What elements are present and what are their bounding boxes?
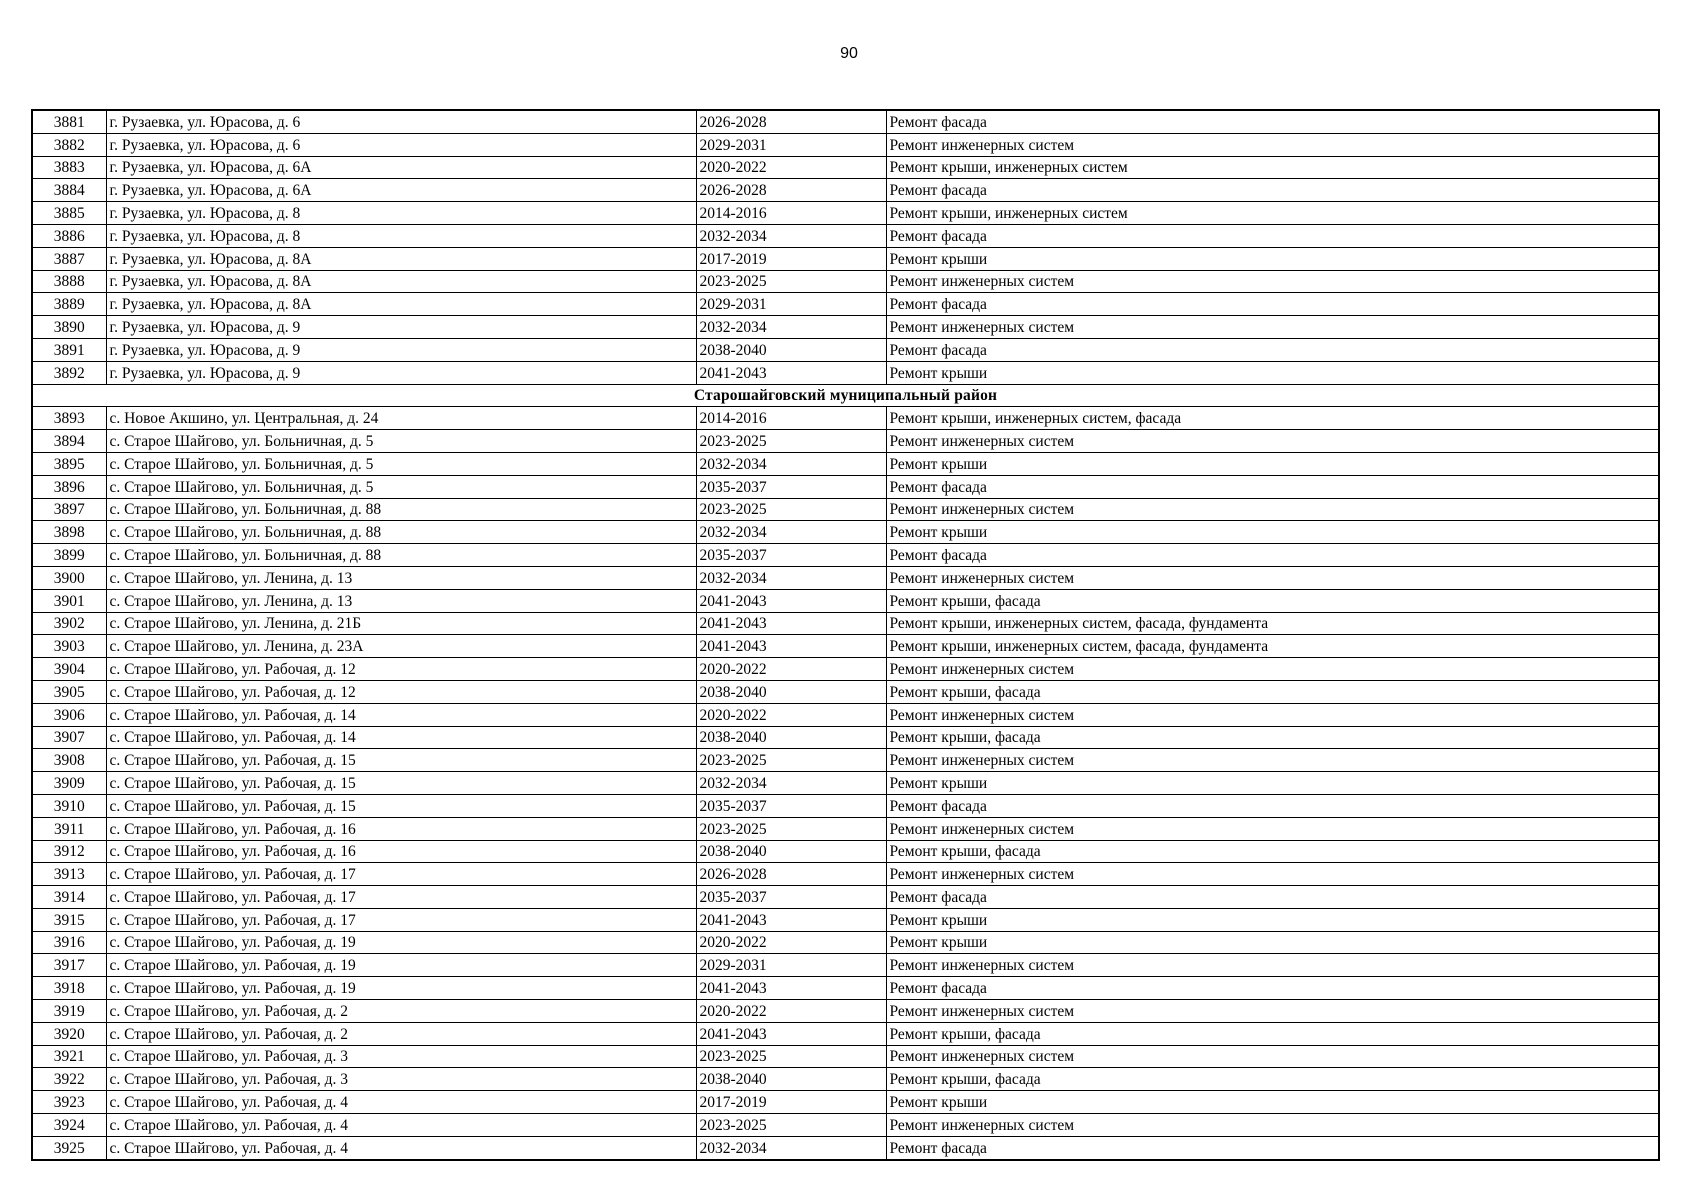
period-cell: 2023-2025 [696, 749, 886, 772]
address-cell: г. Рузаевка, ул. Юрасова, д. 6А [106, 156, 696, 179]
row-number: 3917 [32, 954, 106, 977]
table-row [32, 612, 1659, 635]
work-type-cell: Ремонт крыши, фасада [886, 840, 1659, 863]
period-cell: 2041-2043 [696, 361, 886, 384]
work-type-cell: Ремонт крыши, инженерных систем [886, 202, 1659, 225]
table-row [32, 110, 1659, 133]
row-number: 3891 [32, 338, 106, 361]
table-row [32, 430, 1659, 453]
row-number: 3896 [32, 475, 106, 498]
work-type-cell: Ремонт крыши, фасада [886, 1068, 1659, 1091]
row-number: 3915 [32, 908, 106, 931]
table-row [32, 1068, 1659, 1091]
address-cell: с. Старое Шайгово, ул. Рабочая, д. 2 [106, 1022, 696, 1045]
work-type-cell: Ремонт инженерных систем [886, 498, 1659, 521]
row-number: 3924 [32, 1114, 106, 1137]
address-cell: с. Старое Шайгово, ул. Рабочая, д. 3 [106, 1045, 696, 1068]
address-cell: с. Старое Шайгово, ул. Ленина, д. 13 [106, 589, 696, 612]
row-number: 3914 [32, 886, 106, 909]
table-row [32, 544, 1659, 567]
table-row [32, 908, 1659, 931]
work-type-cell: Ремонт инженерных систем [886, 430, 1659, 453]
period-cell: 2032-2034 [696, 316, 886, 339]
work-type-cell: Ремонт крыши, инженерных систем [886, 156, 1659, 179]
work-type-cell: Ремонт фасада [886, 293, 1659, 316]
period-cell: 2041-2043 [696, 1022, 886, 1045]
period-cell: 2035-2037 [696, 544, 886, 567]
period-cell: 2035-2037 [696, 886, 886, 909]
table-row [32, 521, 1659, 544]
address-cell: с. Старое Шайгово, ул. Рабочая, д. 19 [106, 931, 696, 954]
table-row [32, 703, 1659, 726]
address-cell: с. Старое Шайгово, ул. Больничная, д. 5 [106, 475, 696, 498]
work-type-cell: Ремонт крыши, инженерных систем, фасада [886, 407, 1659, 430]
period-cell: 2032-2034 [696, 566, 886, 589]
row-number: 3905 [32, 680, 106, 703]
period-cell: 2020-2022 [696, 156, 886, 179]
work-type-cell: Ремонт крыши [886, 908, 1659, 931]
table-row [32, 566, 1659, 589]
address-cell: с. Старое Шайгово, ул. Рабочая, д. 17 [106, 886, 696, 909]
table-row [32, 247, 1659, 270]
table-row [32, 202, 1659, 225]
table-body [32, 110, 1659, 1160]
address-cell: с. Старое Шайгово, ул. Рабочая, д. 12 [106, 680, 696, 703]
table-row [32, 680, 1659, 703]
work-type-cell: Ремонт инженерных систем [886, 1000, 1659, 1023]
work-type-cell: Ремонт инженерных систем [886, 133, 1659, 156]
row-number: 3916 [32, 931, 106, 954]
address-cell: с. Старое Шайгово, ул. Ленина, д. 13 [106, 566, 696, 589]
table-row [32, 1022, 1659, 1045]
period-cell: 2041-2043 [696, 589, 886, 612]
table-row [32, 293, 1659, 316]
table-row [32, 224, 1659, 247]
row-number: 3906 [32, 703, 106, 726]
period-cell: 2032-2034 [696, 224, 886, 247]
work-type-cell: Ремонт крыши, инженерных систем, фасада, фундамента [886, 635, 1659, 658]
table-row [32, 1091, 1659, 1114]
period-cell: 2041-2043 [696, 977, 886, 1000]
period-cell: 2041-2043 [696, 908, 886, 931]
period-cell: 2041-2043 [696, 635, 886, 658]
address-cell: г. Рузаевка, ул. Юрасова, д. 8 [106, 202, 696, 225]
address-cell: г. Рузаевка, ул. Юрасова, д. 9 [106, 338, 696, 361]
address-cell: с. Старое Шайгово, ул. Рабочая, д. 4 [106, 1091, 696, 1114]
section-title: Старошайговский муниципальный район [32, 384, 1659, 407]
address-cell: с. Старое Шайгово, ул. Рабочая, д. 14 [106, 726, 696, 749]
period-cell: 2026-2028 [696, 863, 886, 886]
work-type-cell: Ремонт крыши [886, 772, 1659, 795]
address-cell: с. Старое Шайгово, ул. Рабочая, д. 17 [106, 863, 696, 886]
table-row [32, 475, 1659, 498]
table-row [32, 817, 1659, 840]
work-type-cell: Ремонт инженерных систем [886, 316, 1659, 339]
address-cell: с. Старое Шайгово, ул. Ленина, д. 23А [106, 635, 696, 658]
period-cell: 2035-2037 [696, 475, 886, 498]
work-type-cell: Ремонт крыши, фасада [886, 680, 1659, 703]
table-row [32, 726, 1659, 749]
work-type-cell: Ремонт инженерных систем [886, 749, 1659, 772]
period-cell: 2032-2034 [696, 1136, 886, 1159]
row-number: 3886 [32, 224, 106, 247]
table-row [32, 316, 1659, 339]
row-number: 3888 [32, 270, 106, 293]
period-cell: 2032-2034 [696, 452, 886, 475]
period-cell: 2023-2025 [696, 270, 886, 293]
period-cell: 2014-2016 [696, 202, 886, 225]
work-type-cell: Ремонт инженерных систем [886, 703, 1659, 726]
address-cell: с. Новое Акшино, ул. Центральная, д. 24 [106, 407, 696, 430]
row-number: 3923 [32, 1091, 106, 1114]
table-row [32, 977, 1659, 1000]
row-number: 3885 [32, 202, 106, 225]
address-cell: с. Старое Шайгово, ул. Рабочая, д. 12 [106, 658, 696, 681]
table-row [32, 772, 1659, 795]
address-cell: с. Старое Шайгово, ул. Рабочая, д. 2 [106, 1000, 696, 1023]
period-cell: 2020-2022 [696, 931, 886, 954]
row-number: 3921 [32, 1045, 106, 1068]
work-type-cell: Ремонт фасада [886, 977, 1659, 1000]
address-cell: г. Рузаевка, ул. Юрасова, д. 6 [106, 133, 696, 156]
row-number: 3910 [32, 794, 106, 817]
table-row [32, 452, 1659, 475]
address-cell: г. Рузаевка, ул. Юрасова, д. 8А [106, 247, 696, 270]
period-cell: 2029-2031 [696, 133, 886, 156]
period-cell: 2038-2040 [696, 840, 886, 863]
period-cell: 2023-2025 [696, 817, 886, 840]
address-cell: с. Старое Шайгово, ул. Рабочая, д. 15 [106, 749, 696, 772]
table-row [32, 589, 1659, 612]
table-row [32, 749, 1659, 772]
row-number: 3887 [32, 247, 106, 270]
work-type-cell: Ремонт фасада [886, 886, 1659, 909]
row-number: 3897 [32, 498, 106, 521]
period-cell: 2023-2025 [696, 1114, 886, 1137]
table-row [32, 931, 1659, 954]
table-row [32, 270, 1659, 293]
period-cell: 2026-2028 [696, 179, 886, 202]
period-cell: 2038-2040 [696, 680, 886, 703]
table-row [32, 635, 1659, 658]
work-type-cell: Ремонт крыши, фасада [886, 589, 1659, 612]
address-cell: с. Старое Шайгово, ул. Ленина, д. 21Б [106, 612, 696, 635]
table-row [32, 498, 1659, 521]
work-type-cell: Ремонт инженерных систем [886, 1045, 1659, 1068]
address-cell: г. Рузаевка, ул. Юрасова, д. 8А [106, 270, 696, 293]
period-cell: 2017-2019 [696, 247, 886, 270]
address-cell: с. Старое Шайгово, ул. Больничная, д. 5 [106, 452, 696, 475]
row-number: 3895 [32, 452, 106, 475]
address-cell: с. Старое Шайгово, ул. Рабочая, д. 19 [106, 977, 696, 1000]
row-number: 3908 [32, 749, 106, 772]
row-number: 3893 [32, 407, 106, 430]
address-cell: с. Старое Шайгово, ул. Больничная, д. 88 [106, 544, 696, 567]
row-number: 3909 [32, 772, 106, 795]
period-cell: 2041-2043 [696, 612, 886, 635]
period-cell: 2032-2034 [696, 521, 886, 544]
work-type-cell: Ремонт фасада [886, 544, 1659, 567]
table-row [32, 407, 1659, 430]
period-cell: 2038-2040 [696, 1068, 886, 1091]
period-cell: 2038-2040 [696, 338, 886, 361]
row-number: 3920 [32, 1022, 106, 1045]
work-type-cell: Ремонт фасада [886, 475, 1659, 498]
row-number: 3925 [32, 1136, 106, 1159]
row-number: 3903 [32, 635, 106, 658]
address-cell: с. Старое Шайгово, ул. Больничная, д. 5 [106, 430, 696, 453]
table-row [32, 840, 1659, 863]
row-number: 3884 [32, 179, 106, 202]
period-cell: 2023-2025 [696, 430, 886, 453]
section-row [32, 384, 1659, 407]
work-type-cell: Ремонт фасада [886, 338, 1659, 361]
table-row [32, 1045, 1659, 1068]
work-type-cell: Ремонт инженерных систем [886, 270, 1659, 293]
table-row [32, 886, 1659, 909]
row-number: 3913 [32, 863, 106, 886]
work-type-cell: Ремонт фасада [886, 794, 1659, 817]
address-cell: с. Старое Шайгово, ул. Рабочая, д. 19 [106, 954, 696, 977]
work-type-cell: Ремонт фасада [886, 110, 1659, 133]
repair-schedule-table [31, 109, 1660, 1161]
address-cell: с. Старое Шайгово, ул. Рабочая, д. 3 [106, 1068, 696, 1091]
row-number: 3892 [32, 361, 106, 384]
work-type-cell: Ремонт инженерных систем [886, 1114, 1659, 1137]
work-type-cell: Ремонт крыши [886, 361, 1659, 384]
period-cell: 2032-2034 [696, 772, 886, 795]
row-number: 3889 [32, 293, 106, 316]
row-number: 3918 [32, 977, 106, 1000]
address-cell: с. Старое Шайгово, ул. Рабочая, д. 14 [106, 703, 696, 726]
period-cell: 2026-2028 [696, 110, 886, 133]
period-cell: 2014-2016 [696, 407, 886, 430]
table-row [32, 1136, 1659, 1159]
period-cell: 2023-2025 [696, 498, 886, 521]
table-row [32, 658, 1659, 681]
period-cell: 2035-2037 [696, 794, 886, 817]
work-type-cell: Ремонт крыши, фасада [886, 1022, 1659, 1045]
row-number: 3907 [32, 726, 106, 749]
address-cell: с. Старое Шайгово, ул. Рабочая, д. 15 [106, 772, 696, 795]
work-type-cell: Ремонт крыши [886, 1091, 1659, 1114]
period-cell: 2023-2025 [696, 1045, 886, 1068]
period-cell: 2038-2040 [696, 726, 886, 749]
work-type-cell: Ремонт фасада [886, 1136, 1659, 1159]
table-row [32, 794, 1659, 817]
work-type-cell: Ремонт крыши [886, 521, 1659, 544]
row-number: 3882 [32, 133, 106, 156]
table-row [32, 954, 1659, 977]
address-cell: г. Рузаевка, ул. Юрасова, д. 8А [106, 293, 696, 316]
work-type-cell: Ремонт инженерных систем [886, 954, 1659, 977]
table-row [32, 133, 1659, 156]
work-type-cell: Ремонт инженерных систем [886, 658, 1659, 681]
period-cell: 2017-2019 [696, 1091, 886, 1114]
row-number: 3902 [32, 612, 106, 635]
page-number: 90 [840, 45, 858, 62]
period-cell: 2020-2022 [696, 703, 886, 726]
address-cell: г. Рузаевка, ул. Юрасова, д. 9 [106, 361, 696, 384]
work-type-cell: Ремонт инженерных систем [886, 817, 1659, 840]
work-type-cell: Ремонт крыши, фасада [886, 726, 1659, 749]
row-number: 3904 [32, 658, 106, 681]
address-cell: с. Старое Шайгово, ул. Рабочая, д. 17 [106, 908, 696, 931]
address-cell: с. Старое Шайгово, ул. Рабочая, д. 4 [106, 1114, 696, 1137]
table-row [32, 361, 1659, 384]
period-cell: 2029-2031 [696, 293, 886, 316]
work-type-cell: Ремонт фасада [886, 179, 1659, 202]
table-row [32, 1000, 1659, 1023]
row-number: 3900 [32, 566, 106, 589]
work-type-cell: Ремонт инженерных систем [886, 566, 1659, 589]
work-type-cell: Ремонт фасада [886, 224, 1659, 247]
table-row [32, 863, 1659, 886]
row-number: 3899 [32, 544, 106, 567]
period-cell: 2020-2022 [696, 658, 886, 681]
period-cell: 2029-2031 [696, 954, 886, 977]
row-number: 3919 [32, 1000, 106, 1023]
address-cell: г. Рузаевка, ул. Юрасова, д. 8 [106, 224, 696, 247]
address-cell: с. Старое Шайгово, ул. Рабочая, д. 16 [106, 817, 696, 840]
row-number: 3898 [32, 521, 106, 544]
address-cell: с. Старое Шайгово, ул. Больничная, д. 88 [106, 521, 696, 544]
row-number: 3890 [32, 316, 106, 339]
address-cell: с. Старое Шайгово, ул. Рабочая, д. 16 [106, 840, 696, 863]
address-cell: с. Старое Шайгово, ул. Больничная, д. 88 [106, 498, 696, 521]
address-cell: с. Старое Шайгово, ул. Рабочая, д. 15 [106, 794, 696, 817]
row-number: 3894 [32, 430, 106, 453]
period-cell: 2020-2022 [696, 1000, 886, 1023]
work-type-cell: Ремонт крыши [886, 931, 1659, 954]
work-type-cell: Ремонт крыши [886, 452, 1659, 475]
address-cell: г. Рузаевка, ул. Юрасова, д. 6 [106, 110, 696, 133]
address-cell: с. Старое Шайгово, ул. Рабочая, д. 4 [106, 1136, 696, 1159]
row-number: 3912 [32, 840, 106, 863]
table-row [32, 156, 1659, 179]
table-row [32, 338, 1659, 361]
work-type-cell: Ремонт инженерных систем [886, 863, 1659, 886]
work-type-cell: Ремонт крыши, инженерных систем, фасада, фундамента [886, 612, 1659, 635]
table-row [32, 1114, 1659, 1137]
work-type-cell: Ремонт крыши [886, 247, 1659, 270]
table-row [32, 179, 1659, 202]
row-number: 3883 [32, 156, 106, 179]
address-cell: г. Рузаевка, ул. Юрасова, д. 9 [106, 316, 696, 339]
row-number: 3881 [32, 110, 106, 133]
row-number: 3901 [32, 589, 106, 612]
row-number: 3911 [32, 817, 106, 840]
row-number: 3922 [32, 1068, 106, 1091]
address-cell: г. Рузаевка, ул. Юрасова, д. 6А [106, 179, 696, 202]
